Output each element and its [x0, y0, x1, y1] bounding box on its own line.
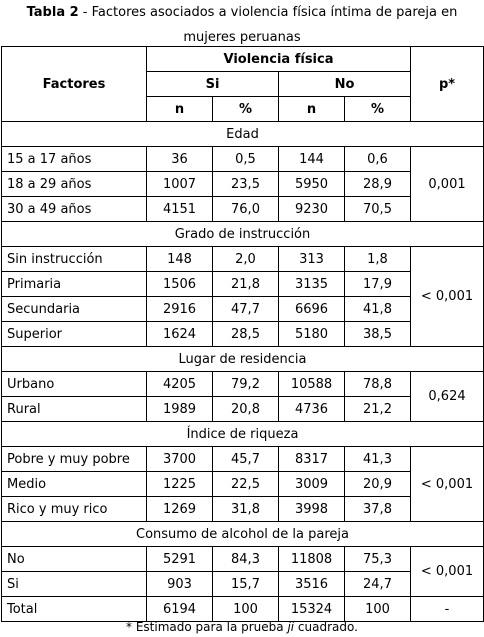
no-n-cell: 3009 — [279, 472, 345, 497]
no-pct-cell: 1,8 — [345, 247, 411, 272]
p-value-cell: < 0,001 — [411, 447, 484, 522]
si-pct-cell: 84,3 — [213, 547, 279, 572]
no-n-cell: 144 — [279, 147, 345, 172]
no-n-cell: 9230 — [279, 197, 345, 222]
no-pct-cell: 17,9 — [345, 272, 411, 297]
row-label: Urbano — [2, 372, 147, 397]
si-n-cell: 2916 — [147, 297, 213, 322]
section-title: Consumo de alcohol de la pareja — [2, 522, 484, 547]
table-header — [2, 47, 484, 122]
caption-label: Tabla 2 — [26, 5, 79, 20]
header-factores: Factores — [2, 47, 147, 122]
table-body — [2, 122, 484, 622]
no-pct-cell: 38,5 — [345, 322, 411, 347]
header-p: p* — [411, 47, 484, 122]
si-pct-cell: 45,7 — [213, 447, 279, 472]
si-n-cell: 1989 — [147, 397, 213, 422]
si-pct-cell: 28,5 — [213, 322, 279, 347]
row-label: Rico y muy rico — [2, 497, 147, 522]
no-n-cell: 6696 — [279, 297, 345, 322]
no-pct-cell: 0,6 — [345, 147, 411, 172]
si-pct-cell: 15,7 — [213, 572, 279, 597]
no-n-cell: 10588 — [279, 372, 345, 397]
total-no-n: 15324 — [279, 597, 345, 622]
no-n-cell: 5180 — [279, 322, 345, 347]
si-pct-cell: 31,8 — [213, 497, 279, 522]
si-n-cell: 1007 — [147, 172, 213, 197]
total-si-n: 6194 — [147, 597, 213, 622]
si-n-cell: 4151 — [147, 197, 213, 222]
footnote-italic: ji — [287, 620, 295, 634]
row-label: Medio — [2, 472, 147, 497]
no-n-cell: 8317 — [279, 447, 345, 472]
section-row — [2, 122, 484, 147]
no-pct-cell: 28,9 — [345, 172, 411, 197]
header-no: No — [279, 72, 411, 97]
no-n-cell: 5950 — [279, 172, 345, 197]
total-no-pct: 100 — [345, 597, 411, 622]
si-pct-cell: 20,8 — [213, 397, 279, 422]
section-title: Lugar de residencia — [2, 347, 484, 372]
si-n-cell: 1269 — [147, 497, 213, 522]
si-pct-cell: 2,0 — [213, 247, 279, 272]
header-si-pct: % — [213, 97, 279, 122]
row-label: Superior — [2, 322, 147, 347]
no-pct-cell: 20,9 — [345, 472, 411, 497]
row-label: 15 a 17 años — [2, 147, 147, 172]
table-row — [2, 447, 484, 472]
no-n-cell: 4736 — [279, 397, 345, 422]
si-n-cell: 148 — [147, 247, 213, 272]
header-no-n: n — [279, 97, 345, 122]
si-pct-cell: 47,7 — [213, 297, 279, 322]
total-row — [2, 597, 484, 622]
row-label: Sin instrucción — [2, 247, 147, 272]
p-value-cell: < 0,001 — [411, 247, 484, 347]
section-row — [2, 522, 484, 547]
row-label: 30 a 49 años — [2, 197, 147, 222]
table-row — [2, 372, 484, 397]
no-n-cell: 3135 — [279, 272, 345, 297]
table-row — [2, 247, 484, 272]
section-title: Índice de riqueza — [2, 422, 484, 447]
table-row — [2, 547, 484, 572]
row-label: No — [2, 547, 147, 572]
total-label: Total — [2, 597, 147, 622]
header-violencia: Violencia física — [147, 47, 411, 72]
no-n-cell: 313 — [279, 247, 345, 272]
row-label: Pobre y muy pobre — [2, 447, 147, 472]
p-value-cell: 0,624 — [411, 372, 484, 422]
section-row — [2, 222, 484, 247]
footnote-after: cuadrado. — [294, 620, 358, 634]
row-label: Secundaria — [2, 297, 147, 322]
si-pct-cell: 21,8 — [213, 272, 279, 297]
no-pct-cell: 37,8 — [345, 497, 411, 522]
no-pct-cell: 75,3 — [345, 547, 411, 572]
si-pct-cell: 23,5 — [213, 172, 279, 197]
header-si-n: n — [147, 97, 213, 122]
no-pct-cell: 41,8 — [345, 297, 411, 322]
p-value-cell: 0,001 — [411, 147, 484, 222]
si-n-cell: 1506 — [147, 272, 213, 297]
no-n-cell: 3516 — [279, 572, 345, 597]
no-n-cell: 3998 — [279, 497, 345, 522]
no-pct-cell: 24,7 — [345, 572, 411, 597]
header-si: Si — [147, 72, 279, 97]
no-n-cell: 11808 — [279, 547, 345, 572]
footnote — [0, 620, 484, 634]
si-n-cell: 903 — [147, 572, 213, 597]
si-n-cell: 1225 — [147, 472, 213, 497]
header-no-pct: % — [345, 97, 411, 122]
table-caption — [0, 0, 484, 46]
footnote-before: * Estimado para la prueba — [126, 620, 288, 634]
si-n-cell: 1624 — [147, 322, 213, 347]
si-n-cell: 4205 — [147, 372, 213, 397]
factors-table — [1, 46, 484, 622]
si-pct-cell: 22,5 — [213, 472, 279, 497]
section-row — [2, 422, 484, 447]
no-pct-cell: 70,5 — [345, 197, 411, 222]
si-pct-cell: 0,5 — [213, 147, 279, 172]
row-label: Rural — [2, 397, 147, 422]
si-n-cell: 36 — [147, 147, 213, 172]
total-p: - — [411, 597, 484, 622]
no-pct-cell: 21,2 — [345, 397, 411, 422]
row-label: Primaria — [2, 272, 147, 297]
caption-text: - Factores asociados a violencia física íntima de pareja en mujeres peruanas — [78, 5, 458, 45]
p-value-cell: < 0,001 — [411, 547, 484, 597]
table-row — [2, 147, 484, 172]
no-pct-cell: 78,8 — [345, 372, 411, 397]
si-n-cell: 5291 — [147, 547, 213, 572]
row-label: 18 a 29 años — [2, 172, 147, 197]
si-pct-cell: 79,2 — [213, 372, 279, 397]
total-si-pct: 100 — [213, 597, 279, 622]
no-pct-cell: 41,3 — [345, 447, 411, 472]
section-row — [2, 347, 484, 372]
si-pct-cell: 76,0 — [213, 197, 279, 222]
section-title: Grado de instrucción — [2, 222, 484, 247]
row-label: Si — [2, 572, 147, 597]
section-title: Edad — [2, 122, 484, 147]
si-n-cell: 3700 — [147, 447, 213, 472]
